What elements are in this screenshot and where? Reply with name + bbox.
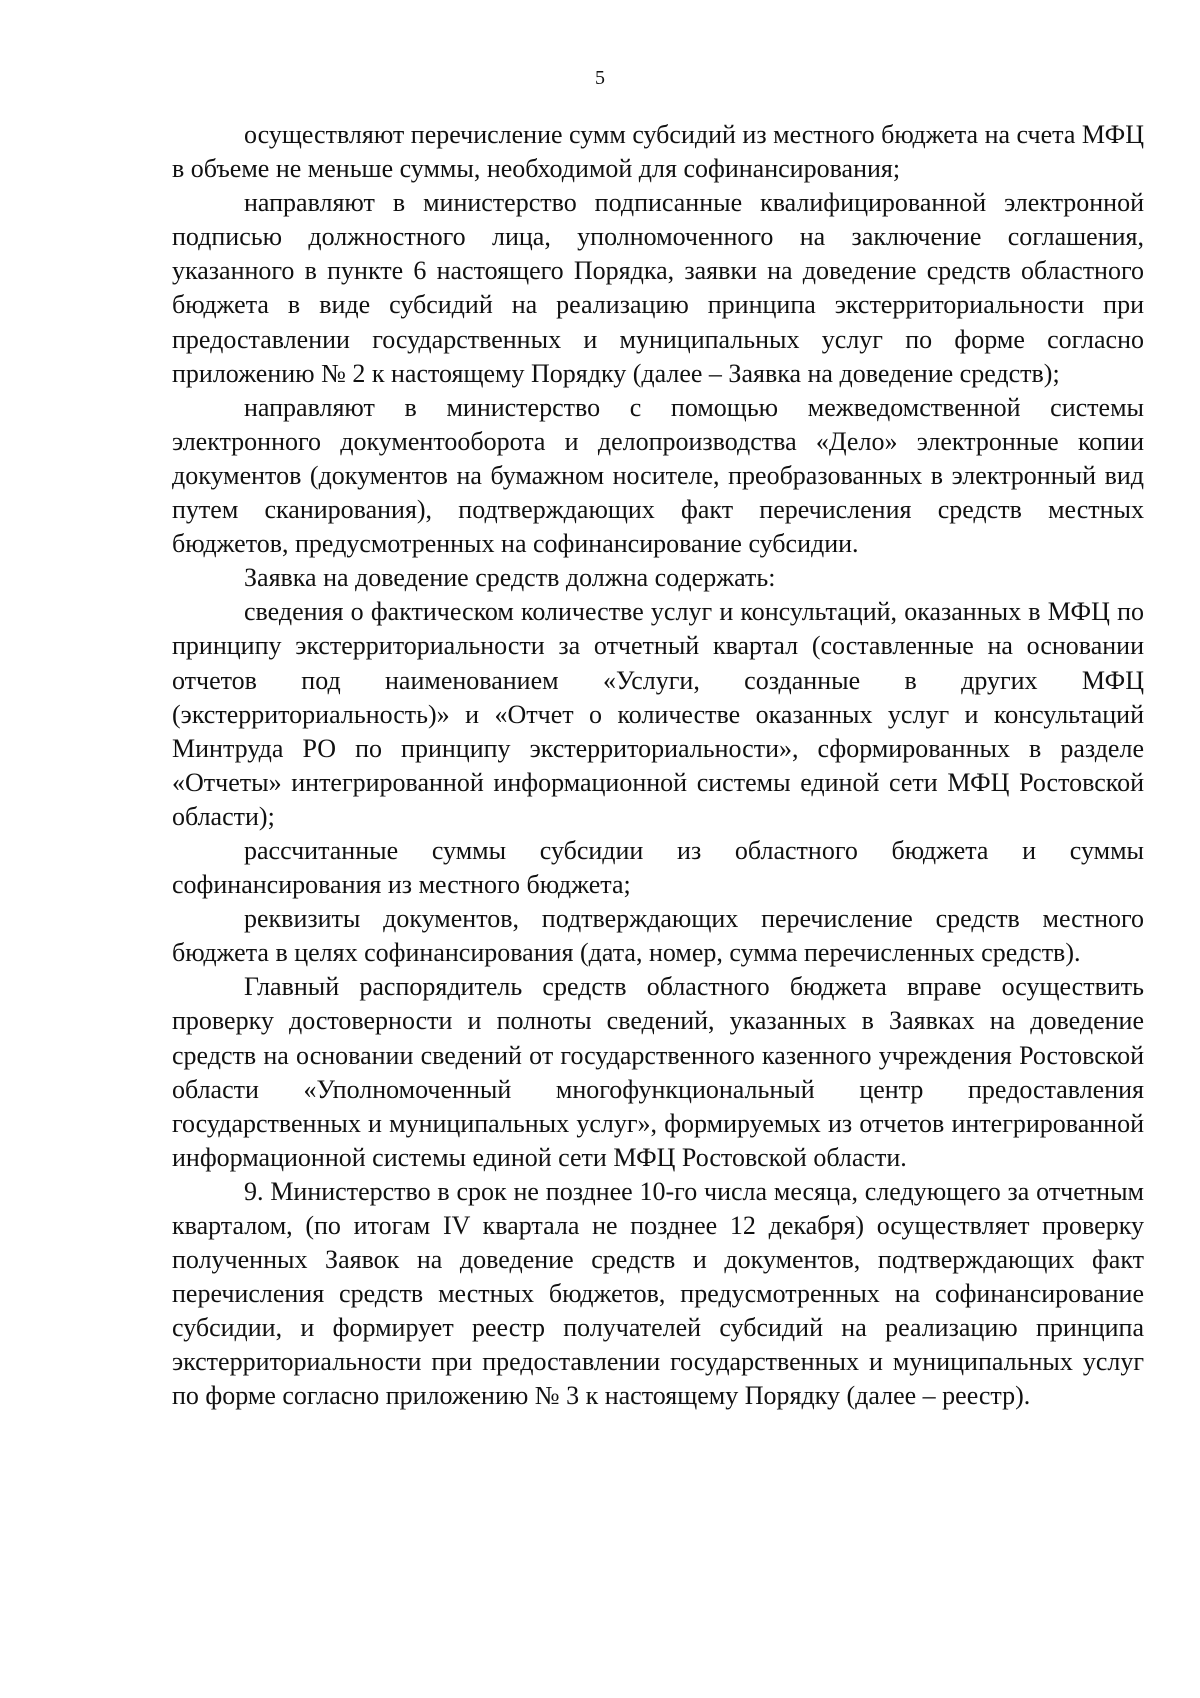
page-number: 5 [595,67,605,89]
paragraph-document-details: реквизиты документов, подтверждающих перечисление средств местного бюджета в целях софинансирования (дата, номер, сумма перечисленных средств). [172,904,1144,968]
paragraph-send-applications: направляют в министерство подписанные квалифицированной электронной подписью должностного лица, уполномоченного на заключение соглашения, указанного в пункте 6 настоящего Порядка, заявки на доведение средств областного бюджета в виде субсидий на реализацию принципа экстерриториальности при предоставлении государственных и муниципальных услуг по форме согласно приложению № 2 к настоящему Порядку (далее – Заявка на доведение средств); [172,188,1144,388]
paragraph-verification-right: Главный распорядитель средств областного бюджета вправе осуществить проверку достоверности и полноты сведений, указанных в Заявках на доведение средств на основании сведений от государственного казенного учреждения Ростовской области «Уполномоченный многофункциональный центр предоставления государственных и муниципальных услуг», формируемых из отчетов интегрированной информационной системы единой сети МФЦ Ростовской области. [172,972,1144,1172]
paragraph-clause-9: 9. Министерство в срок не позднее 10-го числа месяца, следующего за отчетным кварталом, (по итогам IV квартала не позднее 12 декабря) осуществляет проверку полученных Заявок на доведение средств и документов, подтверждающих факт перечисления средств местных бюджетов, предусмотренных на софинансирование субсидии, и формирует реестр получателей субсидий на реализацию принципа экстерриториальности при предоставлении государственных и муниципальных услуг по форме согласно приложению № 3 к настоящему Порядку (далее – реестр). [172,1176,1144,1411]
paragraph-transfer-subsidies: осуществляют перечисление сумм субсидий из местного бюджета на счета МФЦ в объеме не меньше суммы, необходимой для софинансирования; [172,120,1144,184]
paragraph-application-contents-heading: Заявка на доведение средств должна содержать: [244,563,776,593]
paragraph-send-document-copies: направляют в министерство с помощью межведомственной системы электронного документооборота и делопроизводства «Дело» электронные копии документов (документов на бумажном носителе, преобразованных в электронный вид путем сканирования), подтверждающих факт перечисления средств местных бюджетов, предусмотренных на софинансирование субсидии. [172,392,1144,559]
paragraph-services-info: сведения о фактическом количестве услуг и консультаций, оказанных в МФЦ по принципу экстерриториальности за отчетный квартал (составленные на основании отчетов под наименованием «Услуги, созданные в других МФЦ (экстерриториальность)» и «Отчет о количестве оказанных услуг и консультаций Минтруда РО по принципу экстерриториальности», сформированных в разделе «Отчеты» интегрированной информационной системы единой сети МФЦ Ростовской области); [172,597,1144,831]
document-body [172,118,1144,1414]
paragraph-calculated-sums: рассчитанные суммы субсидии из областного бюджета и суммы софинансирования из местного бюджета; [172,835,1144,900]
